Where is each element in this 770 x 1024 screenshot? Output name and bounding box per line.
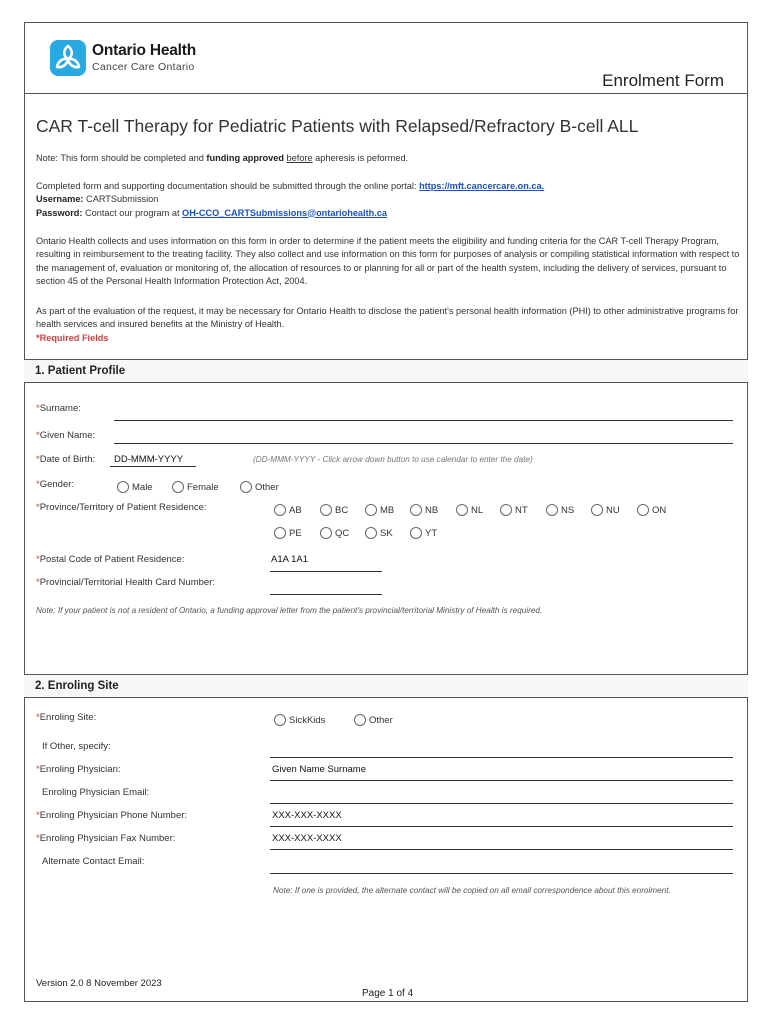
alternate-contact-note: Note: If one is provided, the alternate contact will be copied on all email correspondence about this enrolment.	[273, 886, 671, 895]
enroling-site-label: *Enroling Site:	[36, 712, 97, 723]
province-mb-radio[interactable]: MB	[365, 504, 394, 516]
province-ns-radio[interactable]: NS	[546, 504, 574, 516]
gender-male-radio[interactable]: Male	[117, 481, 153, 493]
header-divider	[24, 93, 748, 94]
form-type-label: Enrolment Form	[602, 71, 724, 90]
section-enroling-site-header	[24, 674, 748, 698]
intro-note-suffix: apheresis is peformed.	[312, 153, 409, 163]
logo-title: Ontario Health	[92, 42, 196, 59]
portal-link[interactable]: https://mft.cancercare.on.ca.	[419, 181, 545, 191]
residency-note: Note: If your patient is not a resident of Ontario, a funding approval letter from the patient's provincial/territorial Ministry of Health is required.	[36, 606, 543, 615]
dob-input[interactable]: DD-MMM-YYYY	[114, 454, 184, 465]
enroling-physician-label: *Enroling Physician:	[36, 764, 121, 775]
alternate-email-input[interactable]	[270, 873, 733, 874]
intro-note-bold: funding approved	[206, 153, 284, 163]
postal-code-label: *Postal Code of Patient Residence:	[36, 554, 185, 565]
postal-code-underline	[270, 571, 382, 572]
surname-input[interactable]	[114, 420, 733, 421]
province-ab-radio[interactable]: AB	[274, 504, 302, 516]
province-nb-radio[interactable]: NB	[410, 504, 438, 516]
privacy-paragraph-2: As part of the evaluation of the request, it may be necessary for Ontario Health to disclose the patient's personal health information (PHI) to other administrative programs for health services and insured benefits at the Ministry of Health.	[36, 306, 739, 330]
province-sk-radio[interactable]: SK	[365, 527, 393, 539]
if-other-input[interactable]	[270, 757, 733, 758]
logo-subtitle: Cancer Care Ontario	[92, 61, 195, 73]
version-footer: Version 2.0 8 November 2023	[36, 978, 162, 989]
health-card-input[interactable]	[270, 594, 382, 595]
gender-other-radio[interactable]: Other	[240, 481, 279, 493]
province-nu-radio[interactable]: NU	[591, 504, 620, 516]
alternate-email-label: Alternate Contact Email:	[42, 856, 145, 867]
radio-circle-icon	[172, 481, 184, 493]
province-bc-radio[interactable]: BC	[320, 504, 348, 516]
postal-code-input[interactable]: A1A 1A1	[271, 554, 308, 565]
radio-circle-icon	[354, 714, 366, 726]
enroling-physician-input[interactable]: Given Name Surname	[272, 764, 366, 775]
page-title: CAR T-cell Therapy for Pediatric Patients with Relapsed/Refractory B-cell ALL	[36, 116, 639, 136]
site-other-radio[interactable]: Other	[354, 714, 393, 726]
radio-circle-icon	[240, 481, 252, 493]
dob-label: *Date of Birth:	[36, 454, 96, 465]
province-on-radio[interactable]: ON	[637, 504, 666, 516]
physician-phone-input[interactable]: XXX-XXX-XXXX	[272, 810, 342, 821]
province-pe-radio[interactable]: PE	[274, 527, 302, 539]
physician-fax-underline	[270, 849, 733, 850]
required-fields-note: *Required Fields	[36, 333, 109, 343]
page-number: Page 1 of 4	[362, 988, 414, 999]
province-yt-radio[interactable]: YT	[410, 527, 437, 539]
ontario-health-logo	[50, 40, 210, 78]
province-label: *Province/Territory of Patient Residence:	[36, 502, 207, 513]
radio-circle-icon	[274, 714, 286, 726]
intro-note-underline: before	[286, 153, 313, 163]
username-value: CARTSubmission	[83, 194, 159, 205]
section-title: 1. Patient Profile	[35, 365, 126, 377]
submission-info	[36, 180, 740, 220]
surname-label: *Surname:	[36, 403, 81, 414]
physician-email-input[interactable]	[270, 803, 733, 804]
physician-phone-label: *Enroling Physician Phone Number:	[36, 810, 188, 821]
province-nl-radio[interactable]: NL	[456, 504, 483, 516]
enroling-physician-underline	[270, 780, 733, 781]
intro-note	[36, 152, 740, 165]
health-card-label: *Provincial/Territorial Health Card Number:	[36, 577, 215, 588]
submission-text: Completed form and supporting documentation should be submitted through the online portal:	[36, 181, 420, 191]
site-sickkids-radio[interactable]: SickKids	[274, 714, 325, 726]
physician-phone-underline	[270, 826, 733, 827]
dob-hint: (DD-MMM-YYYY - Click arrow down button to use calendar to enter the date)	[253, 455, 533, 464]
province-qc-radio[interactable]: QC	[320, 527, 349, 539]
given-name-input[interactable]	[114, 443, 733, 444]
intro-note-prefix: Note: This form should be completed and	[36, 153, 207, 163]
physician-email-label: Enroling Physician Email:	[42, 787, 150, 798]
province-nt-radio[interactable]: NT	[500, 504, 528, 516]
gender-female-radio[interactable]: Female	[172, 481, 219, 493]
username-label: Username:	[36, 194, 84, 205]
trillium-logo-icon	[50, 40, 86, 76]
submissions-email-link[interactable]: OH-CCO_CARTSubmissions@ontariohealth.ca	[182, 207, 388, 218]
given-name-label: *Given Name:	[36, 430, 96, 441]
physician-fax-input[interactable]: XXX-XXX-XXXX	[272, 833, 342, 844]
physician-fax-label: *Enroling Physician Fax Number:	[36, 833, 176, 844]
password-label: Password:	[36, 207, 83, 218]
password-text: Contact our program at	[82, 207, 183, 218]
if-other-label: If Other, specify:	[42, 741, 111, 752]
gender-label: *Gender:	[36, 479, 75, 490]
section-title: 2. Enroling Site	[35, 680, 119, 692]
dob-underline	[110, 466, 196, 467]
privacy-paragraph-1: Ontario Health collects and uses information on this form in order to determine if the patient meets the eligibility and funding criteria for the CAR T-cell Therapy Program, resulting in reimbursement to the treating facility. They also collect and use information on this form for purposes of analysis or compiling statistical information with respect to the management of, evaluation or monitoring of, the allocation of resources to or planning for all or part of the health system, including the delivery of services, pursuant to section 45 of the Personal Health Information Protection Act, 2004.	[36, 236, 740, 286]
section-patient-profile-header	[24, 359, 748, 383]
radio-circle-icon	[117, 481, 129, 493]
